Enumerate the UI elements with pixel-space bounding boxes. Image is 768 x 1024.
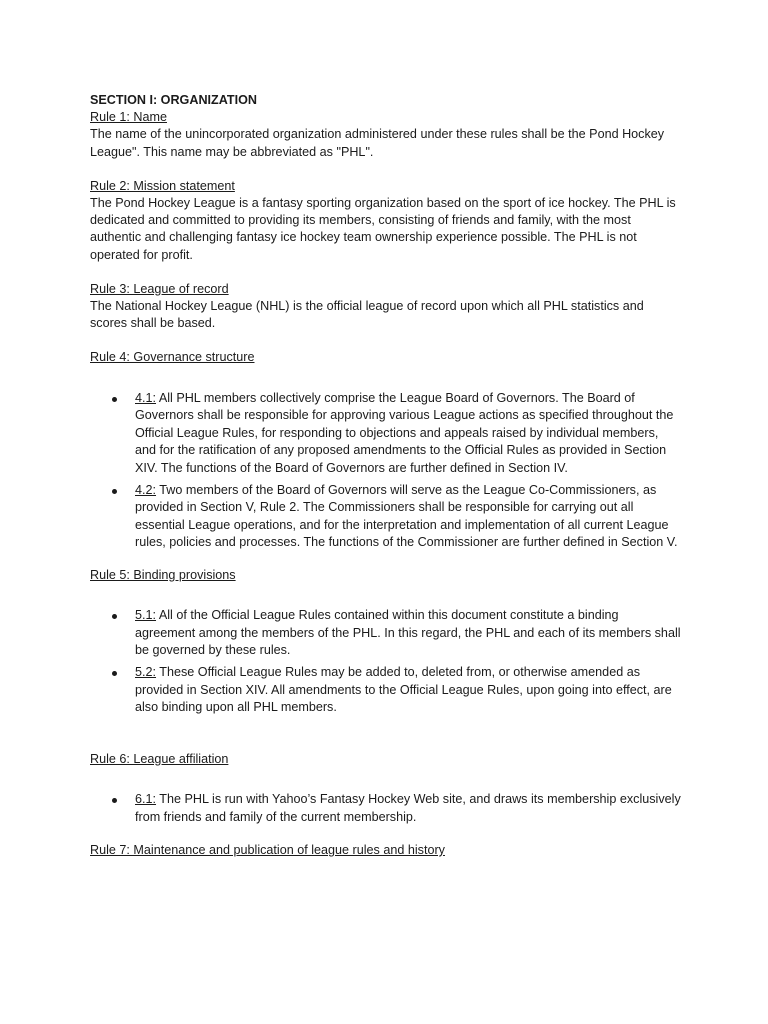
spacer: [90, 584, 682, 607]
item-text: All PHL members collectively comprise the League Board of Governors. The Board of Governors shall be responsible for approving various League actions as specified throughout the Official League Rules, for responding to objections and appeals raised by individual members, and for the ratification of any proposed amendments to the Official Rules as provided in Section XIV. The functions of the Board of Governors are further defined in Section IV.: [135, 390, 674, 476]
bullet-icon: [112, 614, 117, 619]
rule-2-heading: Rule 2: Mission statement: [90, 178, 235, 193]
list-item: [90, 791, 682, 826]
item-text: The PHL is run with Yahoo’s Fantasy Hockey Web site, and draws its membership exclusively from friends and family of the current membership.: [135, 791, 681, 824]
rule-2-body: The Pond Hockey League is a fantasy sporting organization based on the sport of ice hockey. The PHL is dedicated and committed to providing its members, consisting of friends and family, with the most authentic and challenging fantasy ice hockey team ownership experience possible. The PHL is not operated for profit.: [90, 196, 676, 262]
bullet-icon: [112, 489, 117, 494]
rule-1-body: The name of the unincorporated organization administered under these rules shall be the Pond Hockey League". This name may be abbreviated as "PHL".: [90, 127, 665, 159]
item-number: 4.1:: [135, 390, 157, 405]
item-text: All of the Official League Rules contained within this document constitute a binding agreement among the members of the PHL. In this regard, the PHL and each of its members shall be governed by these rules.: [135, 608, 681, 658]
spacer: [90, 332, 682, 349]
rule-4-heading: Rule 4: Governance structure: [90, 350, 255, 365]
spacer: [90, 768, 682, 791]
rule-5-list: [90, 607, 682, 717]
rule-5-heading: Rule 5: Binding provisions: [90, 567, 236, 582]
rule-6-list: [90, 791, 682, 826]
list-item: [90, 607, 682, 660]
rule-1-heading: Rule 1: Name: [90, 110, 167, 125]
item-number: 5.2:: [135, 664, 157, 679]
item-number: 5.1:: [135, 608, 157, 623]
rule-3-heading: Rule 3: League of record: [90, 281, 229, 296]
spacer: [90, 556, 682, 567]
rule-7-heading: Rule 7: Maintenance and publication of league rules and history: [90, 843, 445, 858]
item-text: These Official League Rules may be added to, deleted from, or otherwise amended as provided in Section XIV. All amendments to the Official League Rules, upon going into effect, are also binding upon all PHL members.: [135, 664, 672, 715]
item-text: Two members of the Board of Governors will serve as the League Co-Commissioners, as provided in Section V, Rule 2. The Commissioners shall be responsible for carrying out all essential League operations, and for the interpretation and implementation of all current League rules, policies and processes. The functions of the Commissioner are further defined in Section V.: [135, 482, 678, 550]
bullet-icon: [112, 671, 117, 676]
bullet-icon: [112, 798, 117, 803]
item-number: 4.2:: [135, 482, 157, 497]
spacer: [90, 721, 682, 751]
section-title: SECTION I: ORGANIZATION: [90, 93, 257, 107]
rule-4-list: [90, 390, 682, 552]
list-item: [90, 390, 682, 478]
rule-6-heading: Rule 6: League affiliation: [90, 751, 229, 766]
bullet-icon: [112, 397, 117, 402]
spacer: [90, 367, 682, 390]
spacer: [90, 830, 682, 842]
spacer: [90, 264, 682, 281]
spacer: [90, 161, 682, 178]
item-number: 6.1:: [135, 791, 157, 806]
document-page: [90, 92, 682, 859]
list-item: [90, 482, 682, 552]
list-item: [90, 664, 682, 717]
rule-3-body: The National Hockey League (NHL) is the official league of record upon which all PHL statistics and scores shall be based.: [90, 299, 644, 331]
